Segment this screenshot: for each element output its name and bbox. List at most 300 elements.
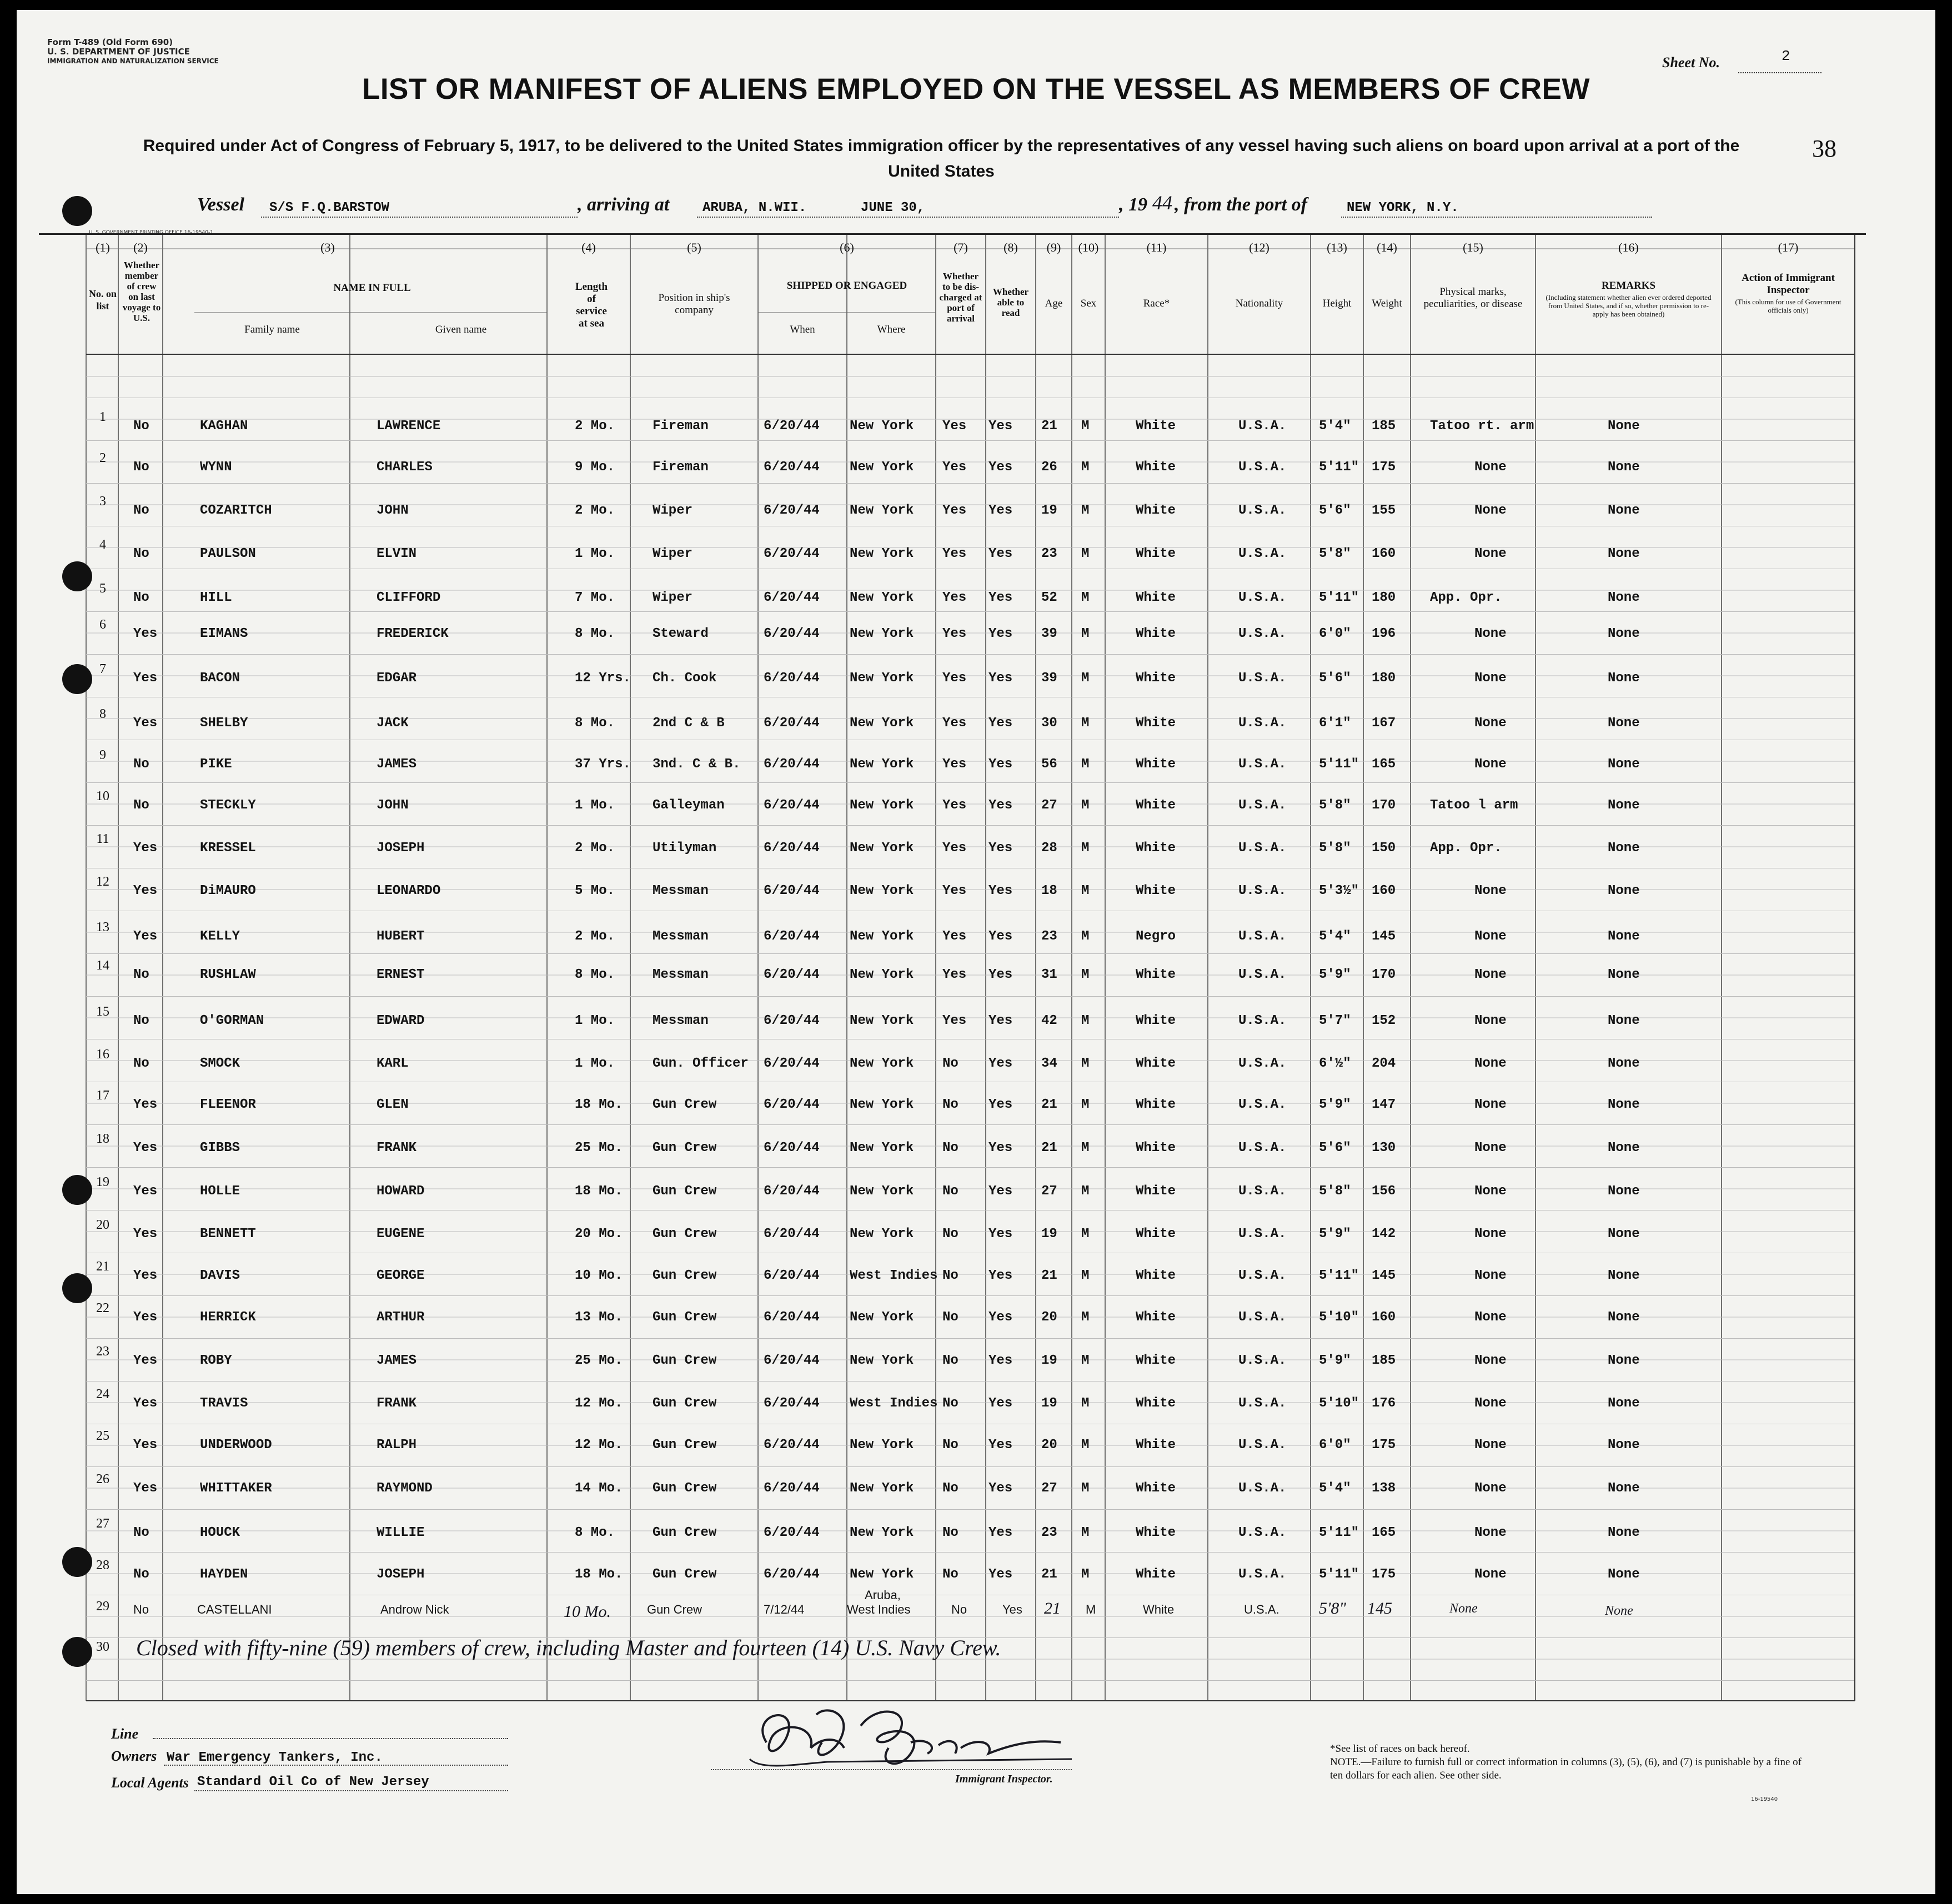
cell-nationality: U.S.A. [1244, 1602, 1279, 1616]
cell-service: 37 Yrs. [575, 757, 631, 772]
cell-physical: None [1474, 1481, 1507, 1496]
cell-where: New York [850, 716, 914, 731]
cell-read: Yes [988, 1097, 1013, 1112]
cell-race: White [1136, 1227, 1176, 1242]
cell-family-name: EIMANS [200, 626, 248, 641]
cell-remarks: None [1608, 1268, 1640, 1283]
cell-where: New York [850, 1013, 914, 1028]
cell-where: New York [850, 671, 914, 686]
cell-race: White [1136, 1141, 1176, 1156]
row-number: 15 [96, 1004, 109, 1019]
cell-family-name: HILL [200, 590, 232, 605]
arriving-port: ARUBA, N.WII. [702, 200, 807, 215]
cell-read: Yes [988, 757, 1013, 772]
binder-hole [62, 1273, 92, 1303]
cell-service: 5 Mo. [575, 883, 615, 898]
header-remarks-note: (Including statement whether alien ever ordered deported from United States, and if so, whether permission to re-apply has been obtained) [1545, 293, 1712, 318]
cell-family-name: UNDERWOOD [200, 1438, 272, 1453]
cell-height: 5'11" [1319, 1567, 1359, 1582]
cell-height: 5'8" [1319, 546, 1351, 561]
cell-position: Gun Crew [653, 1268, 717, 1283]
cell-age: 19 [1041, 1396, 1057, 1411]
header-height: Height [1322, 298, 1352, 309]
cell-physical: None [1474, 1227, 1507, 1242]
cell-discharged: No [942, 1310, 959, 1325]
cell-family-name: KELLY [200, 929, 240, 944]
cell-position: Gun Crew [653, 1184, 717, 1199]
cell-service: 12 Mo. [575, 1438, 623, 1453]
cell-sex: M [1081, 1268, 1090, 1283]
cell-age: 31 [1041, 967, 1057, 982]
cell-member: No [133, 460, 149, 475]
cell-age: 20 [1041, 1310, 1057, 1325]
cell-family-name: WHITTAKER [200, 1481, 272, 1496]
from-port: NEW YORK, N.Y. [1347, 200, 1459, 215]
cell-race: White [1136, 883, 1176, 898]
cell-age: 56 [1041, 757, 1057, 772]
cell-physical: None [1474, 1268, 1507, 1283]
cell-nationality: U.S.A. [1238, 1567, 1287, 1582]
cell-height: 5'9" [1319, 1353, 1351, 1368]
cell-weight: 175 [1372, 1567, 1396, 1582]
cell-sex: M [1081, 1567, 1090, 1582]
cell-read: Yes [988, 1056, 1013, 1071]
cell-when: 6/20/44 [764, 590, 820, 605]
cell-read: Yes [988, 1310, 1013, 1325]
cell-service: 18 Mo. [575, 1097, 623, 1112]
row-number: 7 [99, 662, 106, 676]
header-age: Age [1045, 298, 1063, 309]
cell-remarks: None [1608, 503, 1640, 518]
cell-where: New York [850, 503, 914, 518]
cell-given-name: JOSEPH [377, 841, 425, 856]
header-position: Position in ship's company [658, 292, 730, 316]
cell-service: 13 Mo. [575, 1310, 623, 1325]
cell-read: Yes [988, 1227, 1013, 1242]
cell-member: Yes [133, 1227, 158, 1242]
cell-age: 39 [1041, 671, 1057, 686]
cell-sex: M [1081, 1227, 1090, 1242]
cell-sex: M [1081, 1396, 1090, 1411]
cell-remarks: None [1608, 1141, 1640, 1156]
races-note: *See list of races on back hereof. [1330, 1743, 1470, 1755]
cell-discharged: No [942, 1481, 959, 1496]
colnum-6: (6) [840, 240, 854, 254]
cell-weight: 155 [1372, 503, 1396, 518]
cell-height: 6'0" [1319, 626, 1351, 641]
cell-given-name: RALPH [377, 1438, 417, 1453]
cell-where: New York [850, 967, 914, 982]
cell-family-name: FLEENOR [200, 1097, 256, 1112]
cell-remarks: None [1608, 1097, 1640, 1112]
cell-position: Messman [653, 1013, 709, 1028]
cell-physical: None [1474, 1097, 1507, 1112]
cell-remarks: None [1608, 1481, 1640, 1496]
header-remarks: REMARKS [1601, 280, 1656, 292]
cell-service: 14 Mo. [575, 1481, 623, 1496]
cell-service: 25 Mo. [575, 1353, 623, 1368]
cell-sex: M [1081, 1525, 1090, 1540]
colnum-14: (14) [1377, 240, 1397, 254]
cell-race: White [1136, 1525, 1176, 1540]
cell-read: Yes [988, 1481, 1013, 1496]
cell-remarks: None [1608, 929, 1640, 944]
colnum-3: (3) [320, 240, 335, 254]
cell-read: Yes [988, 798, 1013, 813]
cell-physical: None [1474, 1525, 1507, 1540]
cell-service: 20 Mo. [575, 1227, 623, 1242]
cell-where: New York [850, 1097, 914, 1112]
cell-discharged: Yes [942, 590, 967, 605]
cell-family-name: CASTELLANI [197, 1602, 272, 1616]
row-number: 21 [96, 1259, 109, 1274]
cell-remarks: None [1608, 1310, 1640, 1325]
row-number: 28 [96, 1558, 109, 1573]
agents-field [194, 1790, 508, 1791]
inspector-signature [727, 1681, 1116, 1792]
header-able-read: Whether able to read [992, 287, 1029, 318]
penalty-note: NOTE.—Failure to furnish full or correct information in columns (3), (5), (6), and (7) is punishable by a fine of ten dollars for each alien. See other side. [1330, 1756, 1802, 1781]
cell-when: 6/20/44 [764, 841, 820, 856]
cell-nationality: U.S.A. [1238, 883, 1287, 898]
cell-discharged: Yes [942, 626, 967, 641]
cell-age: 30 [1041, 716, 1057, 731]
cell-service: 10 Mo. [575, 1268, 623, 1283]
cell-nationality: U.S.A. [1238, 841, 1287, 856]
cell-remarks: None [1608, 883, 1640, 898]
cell-nationality: U.S.A. [1238, 1184, 1287, 1199]
cell-service: 7 Mo. [575, 590, 615, 605]
cell-member: No [133, 1525, 149, 1540]
inspector-label: Immigrant Inspector. [955, 1773, 1053, 1785]
row-number: 24 [96, 1387, 109, 1401]
cell-remarks: None [1608, 798, 1640, 813]
arriving-label: , arriving at [578, 194, 670, 215]
row-number: 13 [96, 920, 109, 935]
cell-nationality: U.S.A. [1238, 1013, 1287, 1028]
row-number: 14 [96, 958, 109, 973]
agents-label: Local Agents [111, 1775, 189, 1791]
cell-height: 5'4" [1319, 419, 1351, 434]
cell-read: Yes [988, 419, 1013, 434]
cell-when: 6/20/44 [764, 967, 820, 982]
cell-height: 5'7" [1319, 1013, 1351, 1028]
cell-where: New York [850, 419, 914, 434]
cell-read: Yes [988, 929, 1013, 944]
page-subtitle: Required under Act of Congress of February 5, 1917, to be delivered to the United States immigration officer by the representatives of any vessel having such aliens on board upon arrival at a port of the United States [143, 137, 1740, 180]
row-number: 17 [96, 1088, 109, 1103]
colnum-5: (5) [687, 240, 701, 254]
vessel-label: Vessel [197, 194, 244, 215]
cell-service: 18 Mo. [575, 1567, 623, 1582]
row-number: 11 [96, 832, 109, 846]
cell-position: Gun Crew [653, 1525, 717, 1540]
row-number: 4 [99, 537, 106, 552]
cell-race: White [1136, 460, 1176, 475]
cell-remarks: None [1608, 1438, 1640, 1453]
cell-remarks: None [1608, 967, 1640, 982]
cell-remarks: None [1605, 1604, 1633, 1618]
cell-sex: M [1081, 1141, 1090, 1156]
row-number: 22 [96, 1301, 109, 1315]
cell-given-name: EUGENE [377, 1227, 425, 1242]
cell-nationality: U.S.A. [1238, 1396, 1287, 1411]
cell-given-name: JOHN [377, 798, 409, 813]
cell-member: Yes [133, 626, 158, 641]
cell-discharged: Yes [942, 419, 967, 434]
cell-given-name: JOSEPH [377, 1567, 425, 1582]
header-length-service: Length of service at sea [575, 281, 608, 329]
cell-nationality: U.S.A. [1238, 1525, 1287, 1540]
row-number: 27 [96, 1516, 109, 1531]
colnum-9: (9) [1046, 240, 1061, 254]
cell-read: Yes [988, 1013, 1013, 1028]
cell-remarks: None [1608, 1184, 1640, 1199]
cell-when: 6/20/44 [764, 1268, 820, 1283]
cell-physical: None [1474, 967, 1507, 982]
cell-member: No [133, 503, 149, 518]
cell-physical: None [1474, 460, 1507, 475]
cell-where: West Indies [850, 1268, 938, 1283]
cell-height: 5'8" [1319, 841, 1351, 856]
cell-height: 5'8" [1319, 1599, 1347, 1617]
cell-member: Yes [133, 671, 158, 686]
cell-position: Messman [653, 967, 709, 982]
cell-remarks: None [1608, 716, 1640, 731]
cell-read: Yes [988, 671, 1013, 686]
cell-member: Yes [133, 929, 158, 944]
cell-age: 18 [1041, 883, 1057, 898]
form-code: 16-19540 [1751, 1796, 1778, 1802]
cell-member: No [133, 1567, 149, 1582]
header-no-on-list: No. on list [88, 288, 117, 312]
row-number: 3 [99, 494, 106, 509]
cell-height: 5'6" [1319, 503, 1351, 518]
cell-sex: M [1081, 757, 1090, 772]
cell-given-name: FRANK [377, 1396, 417, 1411]
cell-sex: M [1081, 929, 1090, 944]
cell-physical: Tatoo rt. arm [1430, 419, 1534, 434]
cell-height: 6'½" [1319, 1056, 1351, 1071]
cell-remarks: None [1608, 626, 1640, 641]
cell-physical: App. Opr. [1430, 841, 1502, 856]
cell-race: White [1136, 1268, 1176, 1283]
cell-race: White [1136, 1396, 1176, 1411]
cell-race: White [1136, 546, 1176, 561]
cell-position: Gun Crew [653, 1097, 717, 1112]
cell-nationality: U.S.A. [1238, 671, 1287, 686]
binder-hole [62, 561, 92, 591]
cell-service: 1 Mo. [575, 546, 615, 561]
binder-hole [62, 1175, 92, 1205]
cell-where: New York [850, 1141, 914, 1156]
cell-weight: 175 [1372, 1438, 1396, 1453]
cell-weight: 175 [1372, 460, 1396, 475]
cell-where: New York [850, 883, 914, 898]
cell-where: New York [850, 841, 914, 856]
cell-member: No [133, 1056, 149, 1071]
cell-family-name: HERRICK [200, 1310, 256, 1325]
cell-member: No [133, 798, 149, 813]
colnum-16: (16) [1618, 240, 1639, 254]
colnum-11: (11) [1146, 240, 1167, 254]
cell-where: New York [850, 929, 914, 944]
cell-physical: None [1474, 716, 1507, 731]
cell-given-name: GLEN [377, 1097, 409, 1112]
cell-discharged: No [942, 1097, 959, 1112]
page-title: LIST OR MANIFEST OF ALIENS EMPLOYED ON THE VESSEL AS MEMBERS OF CREW [362, 73, 1590, 106]
cell-age: 23 [1041, 1525, 1057, 1540]
cell-weight: 167 [1372, 716, 1396, 731]
cell-member: Yes [133, 1268, 158, 1283]
header-where: Where [877, 324, 906, 335]
cell-age: 19 [1041, 1227, 1057, 1242]
header-whether-member: Whether member of crew on last voyage to U.S. [122, 260, 161, 323]
page-number: 38 [1812, 135, 1836, 162]
cell-given-name: EDGAR [377, 671, 417, 686]
cell-member: Yes [133, 1396, 158, 1411]
cell-remarks: None [1608, 757, 1640, 772]
cell-where-line1: Aruba, [865, 1588, 901, 1602]
cell-given-name: WILLIE [377, 1525, 425, 1540]
cell-discharged: Yes [942, 546, 967, 561]
cell-given-name: JOHN [377, 503, 409, 518]
binder-hole [62, 664, 92, 694]
cell-race: White [1136, 626, 1176, 641]
cell-service: 12 Yrs. [575, 671, 631, 686]
cell-discharged: Yes [942, 883, 967, 898]
cell-where: New York [850, 1481, 914, 1496]
cell-position: Fireman [653, 419, 709, 434]
cell-age: 39 [1041, 626, 1057, 641]
cell-remarks: None [1608, 1353, 1640, 1368]
cell-weight: 180 [1372, 590, 1396, 605]
cell-race: White [1136, 419, 1176, 434]
cell-sex: M [1081, 798, 1090, 813]
cell-family-name: SMOCK [200, 1056, 240, 1071]
cell-sex: M [1081, 1013, 1090, 1028]
cell-weight: 147 [1372, 1097, 1396, 1112]
cell-read: Yes [988, 1396, 1013, 1411]
cell-age: 34 [1041, 1056, 1057, 1071]
row-number: 26 [96, 1472, 109, 1486]
cell-sex: M [1081, 1310, 1090, 1325]
cell-given-name: EDWARD [377, 1013, 425, 1028]
cell-height: 5'9" [1319, 967, 1351, 982]
cell-read: Yes [988, 1438, 1013, 1453]
cell-nationality: U.S.A. [1238, 626, 1287, 641]
cell-height: 5'8" [1319, 1184, 1351, 1199]
cell-sex: M [1081, 841, 1090, 856]
cell-read: Yes [988, 590, 1013, 605]
cell-race: White [1136, 503, 1176, 518]
cell-when: 6/20/44 [764, 716, 820, 731]
cell-age: 21 [1041, 1097, 1057, 1112]
cell-weight: 170 [1372, 798, 1396, 813]
cell-position: Wiper [653, 503, 693, 518]
cell-read: Yes [988, 503, 1013, 518]
cell-weight: 150 [1372, 841, 1396, 856]
cell-family-name: HOLLE [200, 1184, 240, 1199]
year-value: 44 [1152, 192, 1172, 214]
cell-age: 27 [1041, 798, 1057, 813]
cell-age: 19 [1041, 503, 1057, 518]
cell-when: 6/20/44 [764, 883, 820, 898]
cell-nationality: U.S.A. [1238, 1227, 1287, 1242]
cell-race: White [1136, 1438, 1176, 1453]
owners-field [164, 1765, 508, 1766]
cell-when: 6/20/44 [764, 1184, 820, 1199]
cell-family-name: KRESSEL [200, 841, 256, 856]
cell-given-name: GEORGE [377, 1268, 425, 1283]
cell-age: 21 [1041, 1141, 1057, 1156]
cell-member: Yes [133, 1184, 158, 1199]
cell-discharged: No [942, 1227, 959, 1242]
cell-where: New York [850, 1567, 914, 1582]
cell-weight: 160 [1372, 883, 1396, 898]
cell-height: 5'3½" [1319, 883, 1359, 898]
row-number: 19 [96, 1175, 109, 1189]
cell-sex: M [1086, 1602, 1096, 1616]
cell-age: 52 [1041, 590, 1057, 605]
cell-family-name: PAULSON [200, 546, 256, 561]
cell-family-name: HOUCK [200, 1525, 240, 1540]
cell-race: White [1136, 1056, 1176, 1071]
cell-weight: 145 [1372, 929, 1396, 944]
cell-sex: M [1081, 1481, 1090, 1496]
cell-height: 5'11" [1319, 757, 1359, 772]
cell-when: 6/20/44 [764, 757, 820, 772]
cell-family-name: COZARITCH [200, 503, 272, 518]
cell-when: 6/20/44 [764, 1438, 820, 1453]
cell-nationality: U.S.A. [1238, 798, 1287, 813]
cell-where-line2: West Indies [847, 1602, 911, 1616]
cell-race: White [1136, 1310, 1176, 1325]
cell-where: New York [850, 1184, 914, 1199]
cell-given-name: ELVIN [377, 546, 417, 561]
cell-given-name: Androw Nick [380, 1602, 449, 1616]
cell-given-name: RAYMOND [377, 1481, 433, 1496]
cell-age: 26 [1041, 460, 1057, 475]
row-number: 5 [99, 581, 106, 596]
row-number: 23 [96, 1344, 109, 1359]
cell-remarks: None [1608, 546, 1640, 561]
cell-when: 6/20/44 [764, 1013, 820, 1028]
cell-weight: 152 [1372, 1013, 1396, 1028]
cell-height: 5'8" [1319, 798, 1351, 813]
cell-physical: None [1474, 626, 1507, 641]
inspector-line [711, 1769, 1072, 1770]
cell-discharged: Yes [942, 1013, 967, 1028]
cell-discharged: No [942, 1141, 959, 1156]
cell-position: Gun Crew [653, 1396, 717, 1411]
manifest-sheet [17, 10, 1935, 1894]
cell-when: 6/20/44 [764, 929, 820, 944]
cell-height: 5'10" [1319, 1310, 1359, 1325]
cell-service: 10 Mo. [564, 1602, 611, 1621]
header-sex: Sex [1080, 298, 1097, 309]
cell-remarks: None [1608, 590, 1640, 605]
cell-height: 5'9" [1319, 1227, 1351, 1242]
cell-physical: None [1474, 757, 1507, 772]
cell-nationality: U.S.A. [1238, 1097, 1287, 1112]
cell-when: 6/20/44 [764, 626, 820, 641]
row-number: 20 [96, 1218, 109, 1232]
cell-service: 1 Mo. [575, 1056, 615, 1071]
row-number: 12 [96, 875, 109, 889]
cell-family-name: STECKLY [200, 798, 256, 813]
cell-discharged: No [942, 1438, 959, 1453]
